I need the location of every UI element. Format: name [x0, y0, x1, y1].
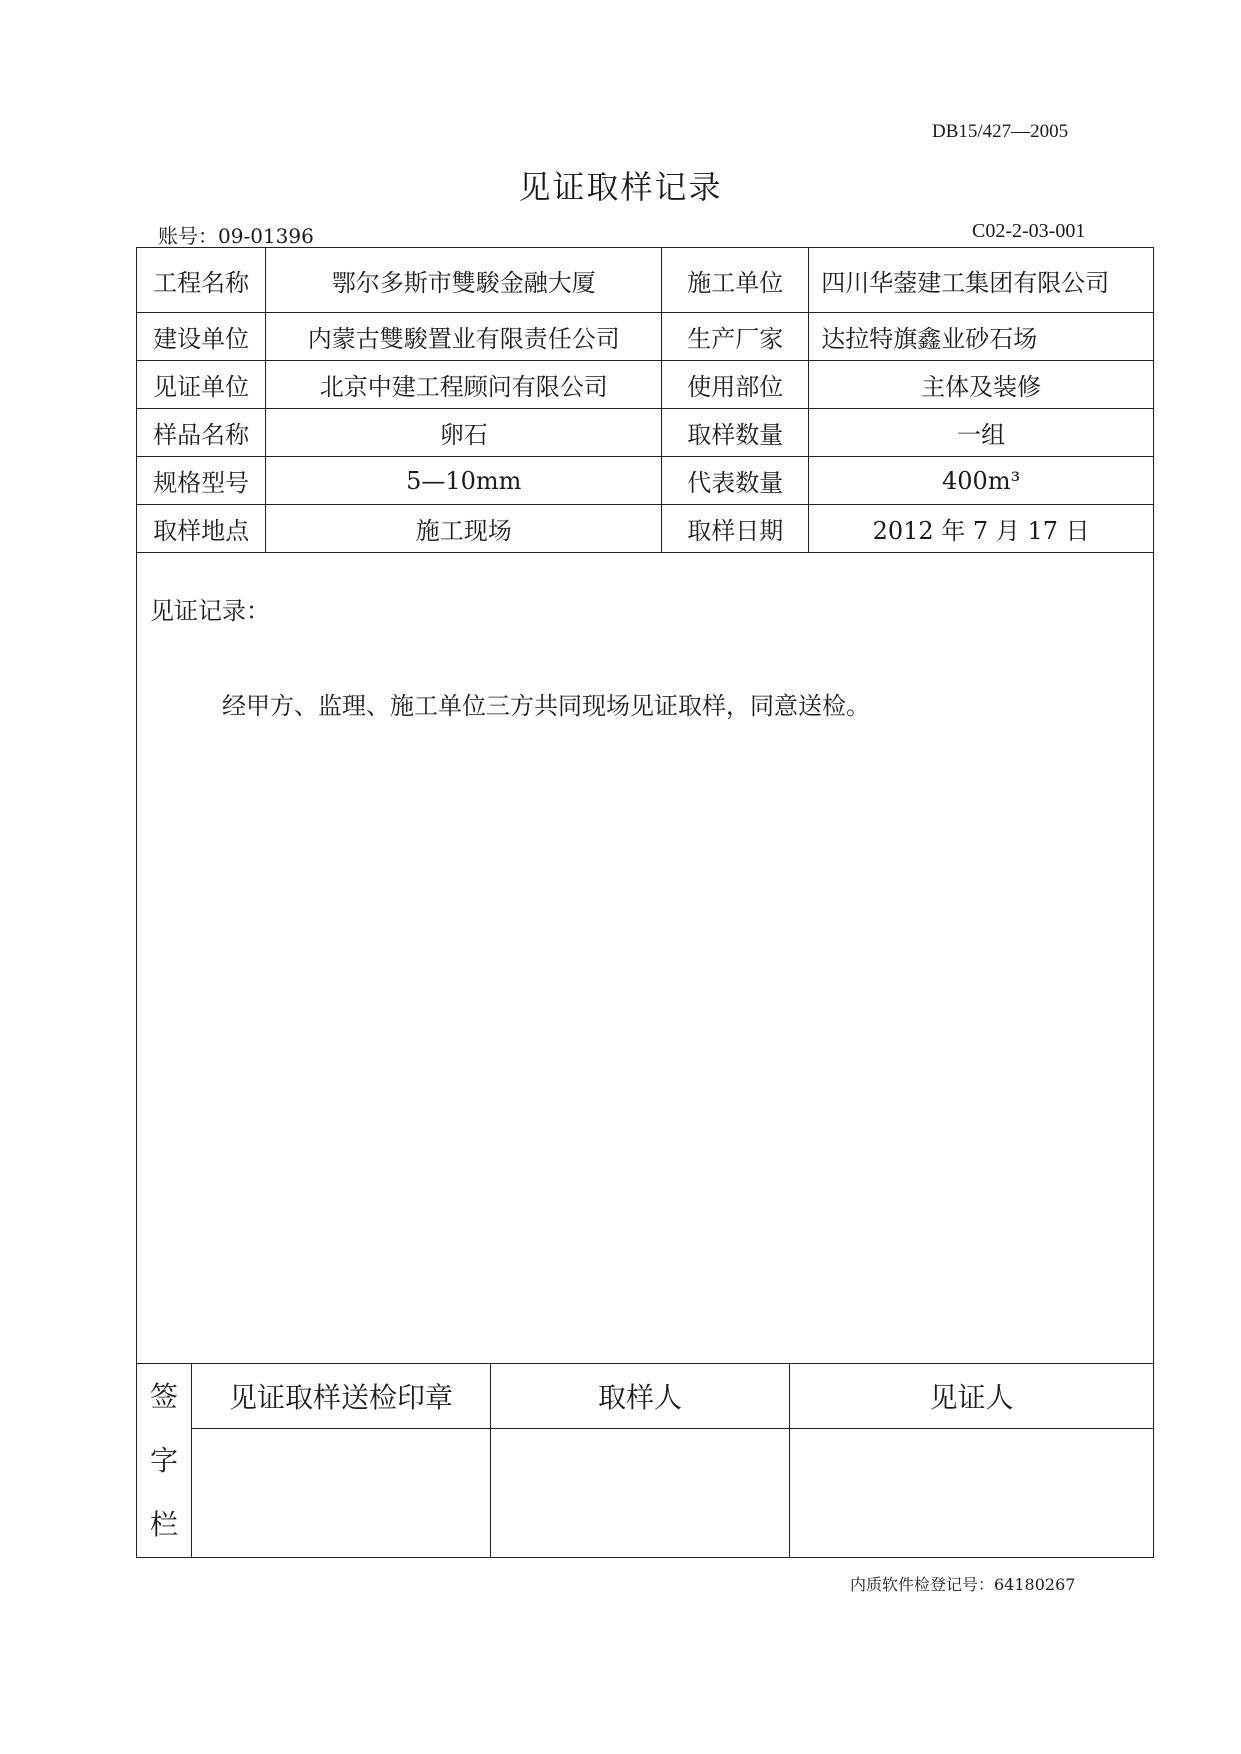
table-row	[137, 457, 1154, 505]
value-cell: 400m³	[809, 457, 1154, 505]
witness-column-header: 见证人	[790, 1364, 1154, 1429]
side-char: 字	[149, 1443, 178, 1477]
witness-signature-cell	[790, 1429, 1154, 1558]
label-cell: 规格型号	[137, 457, 266, 505]
record-label: 见证记录：	[150, 597, 270, 625]
side-char: 栏	[149, 1507, 178, 1541]
signature-header-row	[137, 1364, 1154, 1429]
value-cell: 鄂尔多斯市雙駿金融大厦	[266, 248, 662, 313]
value-cell: 北京中建工程顾问有限公司	[266, 361, 662, 409]
label-cell: 取样地点	[137, 505, 266, 553]
side-char: 签	[149, 1379, 178, 1413]
table-row	[137, 248, 1154, 313]
value-cell: 四川华蓥建工集团有限公司	[809, 248, 1154, 313]
value-cell: 施工现场	[266, 505, 662, 553]
value-cell: 主体及装修	[809, 361, 1154, 409]
table-row	[137, 361, 1154, 409]
sampler-signature-cell	[491, 1429, 790, 1558]
label-cell: 建设单位	[137, 313, 266, 361]
value-cell: 一组	[809, 409, 1154, 457]
account-number: 账号：09-01396	[158, 224, 314, 248]
table-row	[137, 313, 1154, 361]
label-cell: 取样日期	[662, 505, 809, 553]
standard-number: DB15/427—2005	[932, 121, 1069, 142]
stamp-cell	[192, 1429, 491, 1558]
value-cell: 5—10mm	[266, 457, 662, 505]
label-cell: 生产厂家	[662, 313, 809, 361]
value-cell: 达拉特旗鑫业砂石场	[809, 313, 1154, 361]
registration-number: 内质软件检登记号：64180267	[850, 1575, 1076, 1594]
record-box	[136, 553, 1154, 1364]
signature-body-row	[137, 1429, 1154, 1558]
label-cell: 见证单位	[137, 361, 266, 409]
label-cell: 取样数量	[662, 409, 809, 457]
label-cell: 工程名称	[137, 248, 266, 313]
form-code: C02-2-03-001	[972, 220, 1086, 242]
record-text: 经甲方、监理、施工单位三方共同现场见证取样，同意送检。	[222, 692, 870, 720]
value-cell: 内蒙古雙駿置业有限责任公司	[266, 313, 662, 361]
label-cell: 施工单位	[662, 248, 809, 313]
info-table	[136, 247, 1154, 553]
page-title: 见证取样记录	[518, 168, 723, 206]
signature-table	[136, 1363, 1154, 1558]
label-cell: 样品名称	[137, 409, 266, 457]
table-row	[137, 505, 1154, 553]
stamp-column-header: 见证取样送检印章	[192, 1364, 491, 1429]
sampler-column-header: 取样人	[491, 1364, 790, 1429]
value-cell: 卵石	[266, 409, 662, 457]
signature-side-label	[137, 1364, 192, 1558]
value-cell: 2012 年 7 月 17 日	[809, 505, 1154, 553]
label-cell: 代表数量	[662, 457, 809, 505]
label-cell: 使用部位	[662, 361, 809, 409]
table-row	[137, 409, 1154, 457]
